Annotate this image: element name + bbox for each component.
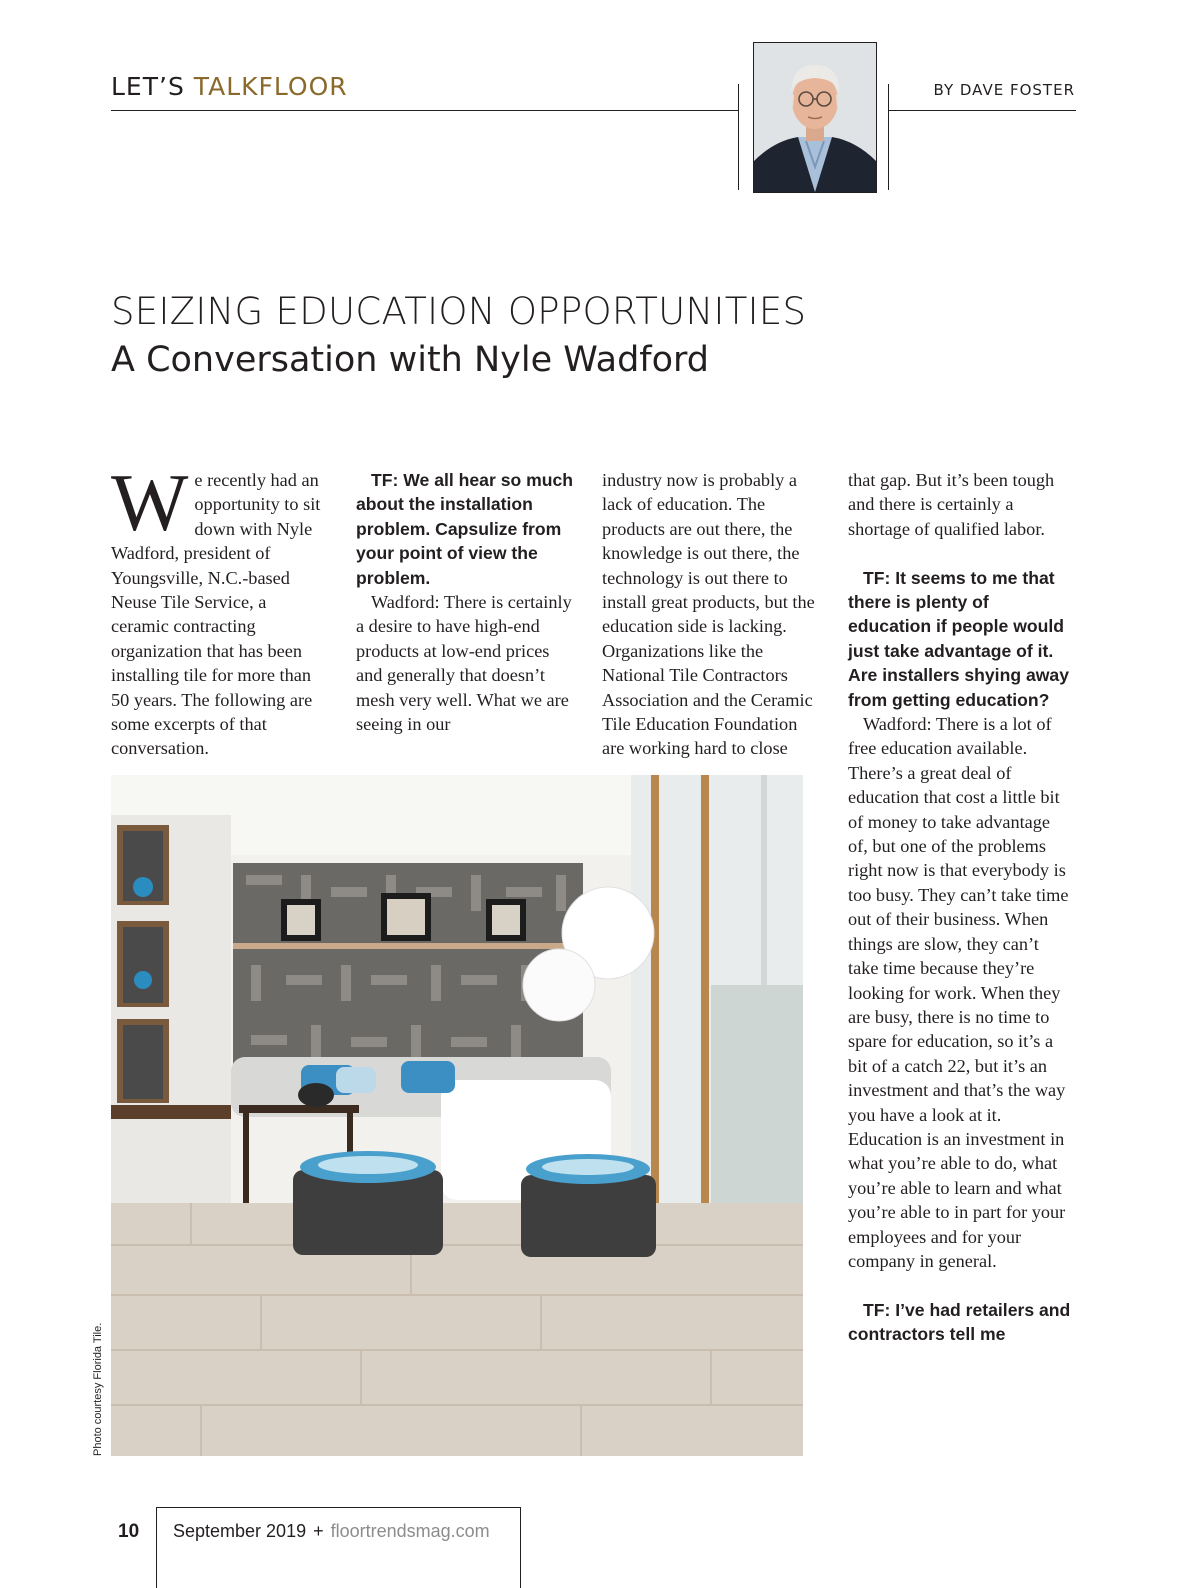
question-2: TF: It seems to me that there is plenty of education if people would just take advantage of it. Are installers shying away from getting education? — [848, 567, 1069, 710]
header-rule-right — [888, 110, 1076, 111]
answer-1-end: that gap. But it’s been tough and there is certainly a shortage of qualified labor. — [848, 470, 1055, 539]
photo-credit: Photo courtesy Florida Tile. — [92, 1322, 104, 1456]
question-1: TF: We all hear so much about the installation problem. Capsulize from your point of view the problem. — [356, 470, 574, 588]
column-4 — [848, 468, 1073, 1347]
column-label — [111, 74, 348, 99]
site-url[interactable]: floortrendsmag.com — [330, 1521, 490, 1541]
column-2 — [356, 468, 574, 736]
footer-box — [156, 1507, 521, 1588]
column-1 — [111, 457, 326, 761]
drop-cap: W — [111, 457, 189, 548]
headline: SEIZING EDUCATION OPPORTUNITIES — [111, 290, 807, 333]
header-rule-left — [111, 110, 739, 111]
column-label-talkfloor: TALKFLOOR — [193, 72, 348, 101]
page-number: 10 — [118, 1521, 140, 1542]
answer-1-continued: industry now is probably a lack of education. The products are out there, the knowledge is out there, the technology is out there to install great products, but the education side is lacking. Organizations like the National Tile Contractors Association and the Ceramic Tile Education Foundation are working hard to close — [602, 470, 815, 759]
header-rule-right-tick — [888, 84, 889, 190]
column-label-lets: LET’S — [111, 72, 185, 101]
footer-issue — [173, 1521, 490, 1542]
intro-text: e recently had an opportunity to sit down with Nyle Wadford, president of Youngsville, N.C.-based Neuse Tile Service, a ceramic contracting organization that has been installing tile for more than 50 years. The following are some excerpts of that conversation. — [111, 470, 321, 759]
header-rule-left-tick — [738, 84, 739, 190]
issue-date: September 2019 — [173, 1521, 307, 1541]
answer-1: Wadford: There is certainly a desire to have high-end products at low-end prices and generally that doesn’t mesh very well. What we are seeing in our — [356, 592, 572, 735]
answer-2: Wadford: There is a lot of free education available. There’s a great deal of education that cost a little bit of money to take advantage of, but one of the problems right now is that everybody is too busy. They can’t take time out of their business. When things are slow, they can’t take time because they’re looking for work. When they are busy, there is no time to spare for education, so it’s a bit of a catch 22, but it’s an investment and that’s the way you have a look at it. Education is an investment in what you’re able to do, what you’re able to learn and what you’re able to in part for your employees and for your company in general. — [848, 714, 1069, 1271]
author-portrait — [753, 42, 877, 193]
question-3: TF: I’ve had retailers and contractors tell me — [848, 1299, 1071, 1345]
footer-separator: + — [313, 1521, 324, 1541]
intro-paragraph — [111, 457, 326, 761]
byline: BY DAVE FOSTER — [933, 81, 1075, 99]
column-3 — [602, 468, 824, 761]
living-room-photo — [111, 775, 803, 1456]
subhead: A Conversation with Nyle Wadford — [111, 340, 710, 380]
